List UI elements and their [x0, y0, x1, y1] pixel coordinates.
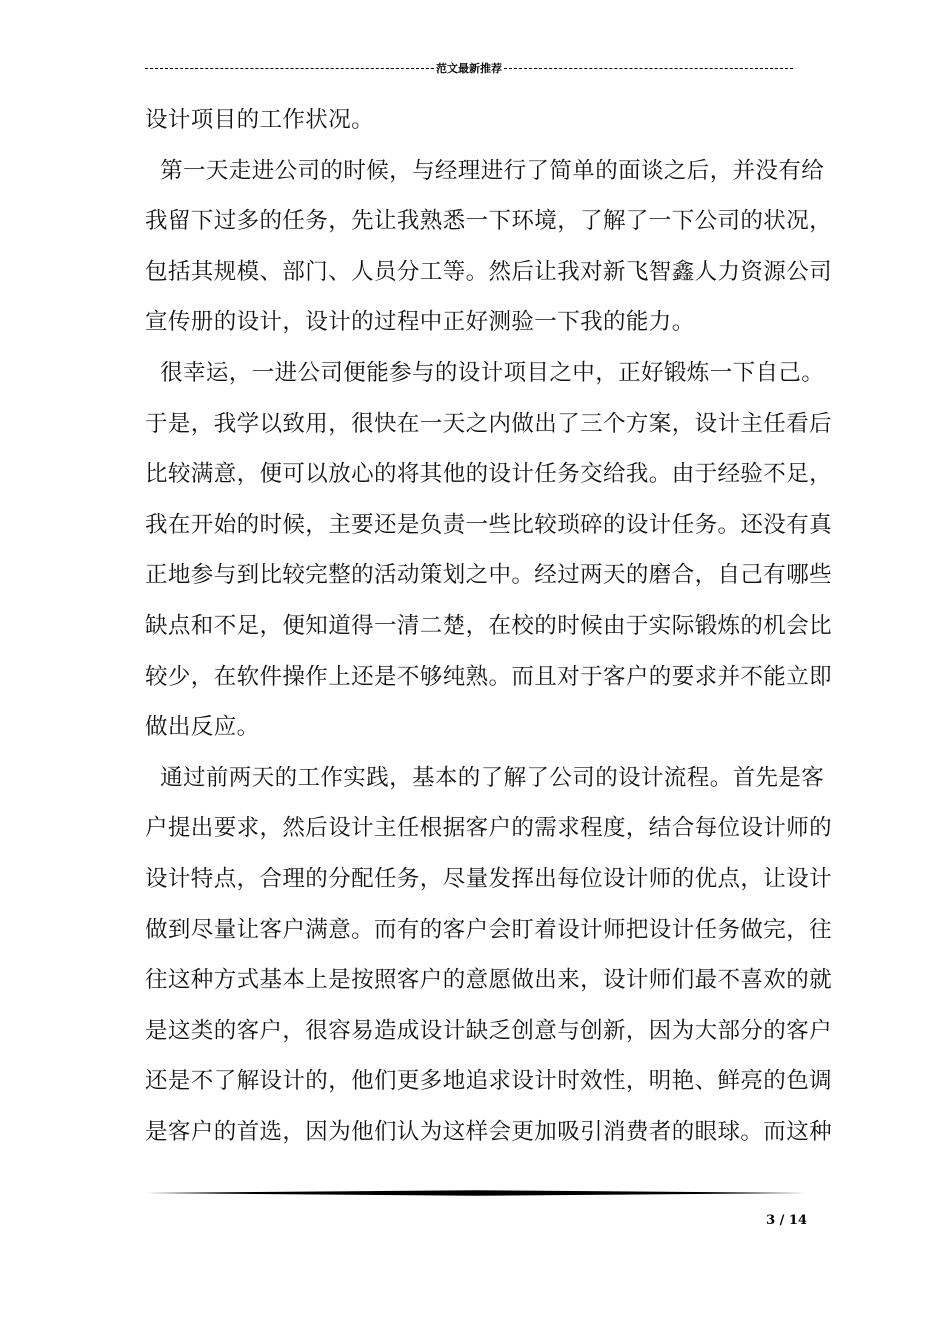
text-line: 正地参与到比较完整的活动策划之中。经过两天的磨合，自己有哪些 [145, 562, 833, 589]
text-line: 通过前两天的工作实践，基本的了解了公司的设计流程。首先是客 [145, 764, 825, 791]
text-line: 包括其规模、部门、人员分工等。然后让我对新飞智鑫人力资源公司 [145, 258, 833, 285]
header-title: 范文最新推荐 [436, 62, 502, 75]
text-line: 很幸运，一进公司便能参与的设计项目之中，正好锻炼一下自己。 [145, 359, 825, 386]
header-dash-left [145, 68, 434, 69]
document-body [145, 99, 833, 1161]
page-header [145, 58, 793, 78]
page-number: 3 / 14 [766, 1213, 807, 1228]
text-line: 我留下过多的任务，先让我熟悉一下环境，了解了一下公司的状况， [145, 208, 833, 235]
text-line: 于是，我学以致用，很快在一天之内做出了三个方案，设计主任看后 [145, 410, 833, 437]
footer-rule [146, 1189, 806, 1197]
text-line: 我在开始的时候，主要还是负责一些比较琐碎的设计任务。还没有真 [145, 511, 833, 538]
text-line: 做出反应。 [145, 714, 260, 741]
text-line: 往这种方式基本上是按照客户的意愿做出来，设计师们最不喜欢的就 [145, 967, 833, 994]
text-line: 设计项目的工作状况。 [145, 107, 375, 133]
text-line: 宣传册的设计，设计的过程中正好测验一下我的能力。 [145, 309, 695, 336]
text-line: 做到尽量让客户满意。而有的客户会盯着设计师把设计任务做完，往 [145, 916, 833, 943]
text-line: 设计特点，合理的分配任务，尽量发挥出每位设计师的优点，让设计 [145, 865, 833, 892]
text-line: 是这类的客户，很容易造成设计缺乏创意与创新，因为大部分的客户 [145, 1017, 833, 1044]
text-line: 较少，在软件操作上还是不够纯熟。而且对于客户的要求并不能立即 [145, 663, 833, 690]
text-line: 比较满意，便可以放心的将其他的设计任务交给我。由于经验不足， [145, 461, 833, 488]
text-line: 第一天走进公司的时候，与经理进行了简单的面谈之后，并没有给 [145, 157, 825, 184]
header-dash-right [504, 68, 793, 69]
text-line: 缺点和不足，便知道得一清二楚，在校的时候由于实际锻炼的机会比 [145, 612, 833, 639]
text-line: 是客户的首选，因为他们认为这样会更加吸引消费者的眼球。而这种 [145, 1118, 833, 1145]
text-line: 还是不了解设计的，他们更多地追求设计时效性，明艳、鲜亮的色调 [145, 1068, 833, 1095]
text-line: 户提出要求，然后设计主任根据客户的需求程度，结合每位设计师的 [145, 815, 833, 842]
